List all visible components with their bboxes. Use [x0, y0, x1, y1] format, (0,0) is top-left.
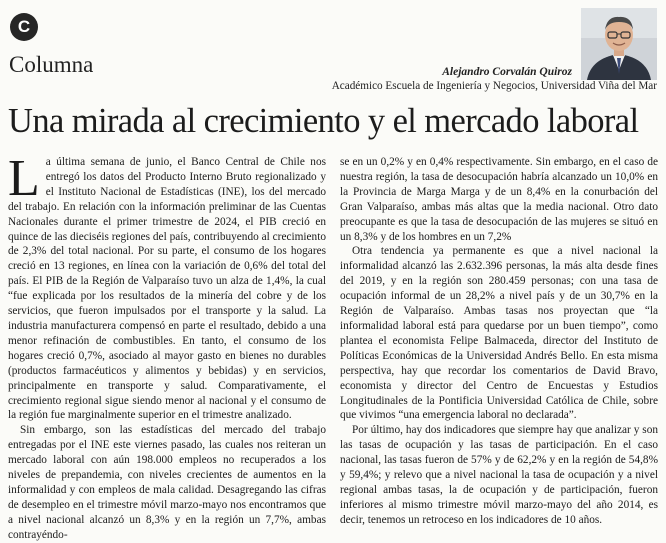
article-column-left [8, 150, 326, 543]
drop-cap: L [8, 150, 40, 207]
author-name: Alejandro Corvalán Quiroz [442, 66, 572, 78]
article-paragraph-text: a última semana de junio, el Banco Central de Chile nos entregó los datos del Producto Interno Bruto regionalizado y el Instituto Nacional de Estadísticas (INE), los del mercado del trabajo. En relación con la información preliminar de las Cuentas Nacionales durante el primer trimestre de 2024, el PIB creció en quince de las dieciséis regiones del país, contribuyendo al crecimiento de 2,3% del total nacional. Por su parte, el consumo de los hogares creció en 13 regiones, en línea con la variación de 0,6% del total del país. El PIB de la Región de Valparaíso tuvo un alza de 1,4%, la cual “fue explicada por los resultados de la minería del cobre y de los servicios, que fueron impulsados por el transporte y la salud. La industria manufacturera compensó en parte el resultado, debido a una menor refinación de combustibles. En tanto, el consumo de los hogares creció 0,7%, asociado al mayor gasto en bienes no durables (productos farmacéuticos y alimentos y bebidas) y en servicios, principalmente en transporte y salud. Comparativamente, el crecimiento regional sigue siendo menor al nacional y el consumo de la región fue marginalmente superior en el trimestre analizado. [8, 156, 326, 422]
article-paragraph: Otra tendencia ya permanente es que a nivel nacional la informalidad alcanzó las 2.632.396 personas, la más alta desde fines del 2019, y en la región son 280.459 personas; con una tasa de ocupación informal de un 28,2% a nivel país y de un 30,7% en la Región de Valparaíso. Ambas tasas nos proyectan que “la informalidad laboral está para quedarse por un buen tiempo”, como plantea el economista Felipe Balmaceda, director del Instituto de Políticas Económicas de la Universidad Andrés Bello. En esta misma perspectiva, hay que recordar los comentarios de David Bravo, economista y director del Centro de Encuestas y Estudios Longitudinales de la Pontificia Universidad Católica de Chile, sobre que vivimos “una emergencia laboral no declarada”. [340, 245, 658, 422]
article-paragraph: Por último, hay dos indicadores que siempre hay que analizar y son las tasas de ocupación y las tasas de participación. En el caso nacional, las tasas fueron de 57% y de 62,2% y en la región de 54,8% y 59,4%; y relevo que a nivel nacional la tasa de ocupación y a nivel regional ambas tasas, la de ocupación y de participación, fueron inferiores al mismo trimestre móvil marzo-mayo del año 2014, es decir, tenemos un retroceso en los indicadores de 10 años. [340, 424, 658, 526]
article-headline: Una mirada al crecimiento y el mercado laboral [8, 102, 639, 140]
article-paragraph [8, 150, 326, 423]
author-portrait-image [581, 8, 657, 80]
article-column-right [340, 155, 658, 528]
author-photo [581, 8, 657, 80]
article-paragraph: Sin embargo, son las estadísticas del mercado del trabajo entregadas por el INE este viernes pasado, las cuales nos reiteran un mercado laboral con aún 198.000 empleos no recuperados a los niveles de prepandemia, con niveles crecientes de aumentos en la informalidad y con empleos de mala calidad. Desagregando las cifras de desempleo en el trimestre móvil marzo-mayo nos encontramos que a nivel nacional alcanzó un 8,3% y en la región un 7,7%, ambas contrayéndo- [8, 424, 326, 541]
author-affiliation: Académico Escuela de Ingeniería y Negocios, Universidad Viña del Mar [331, 80, 657, 92]
article-paragraph: se en un 0,2% y en 0,4% respectivamente. Sin embargo, en el caso de nuestra región, la tasa de desocupación habría alcanzado un 10,0% en la Provincia de Marga Marga y de un 8,4% en la conurbación del Gran Valparaíso, ambas más altas que la media nacional. Otro dato preocupante es que la tasa de desocupación de las mujeres se situó en un 8,3% y de los hombres en un 7,2% [340, 156, 658, 243]
column-badge [10, 13, 38, 41]
column-badge-letter: C [17, 17, 31, 36]
section-label: Columna [9, 52, 94, 77]
